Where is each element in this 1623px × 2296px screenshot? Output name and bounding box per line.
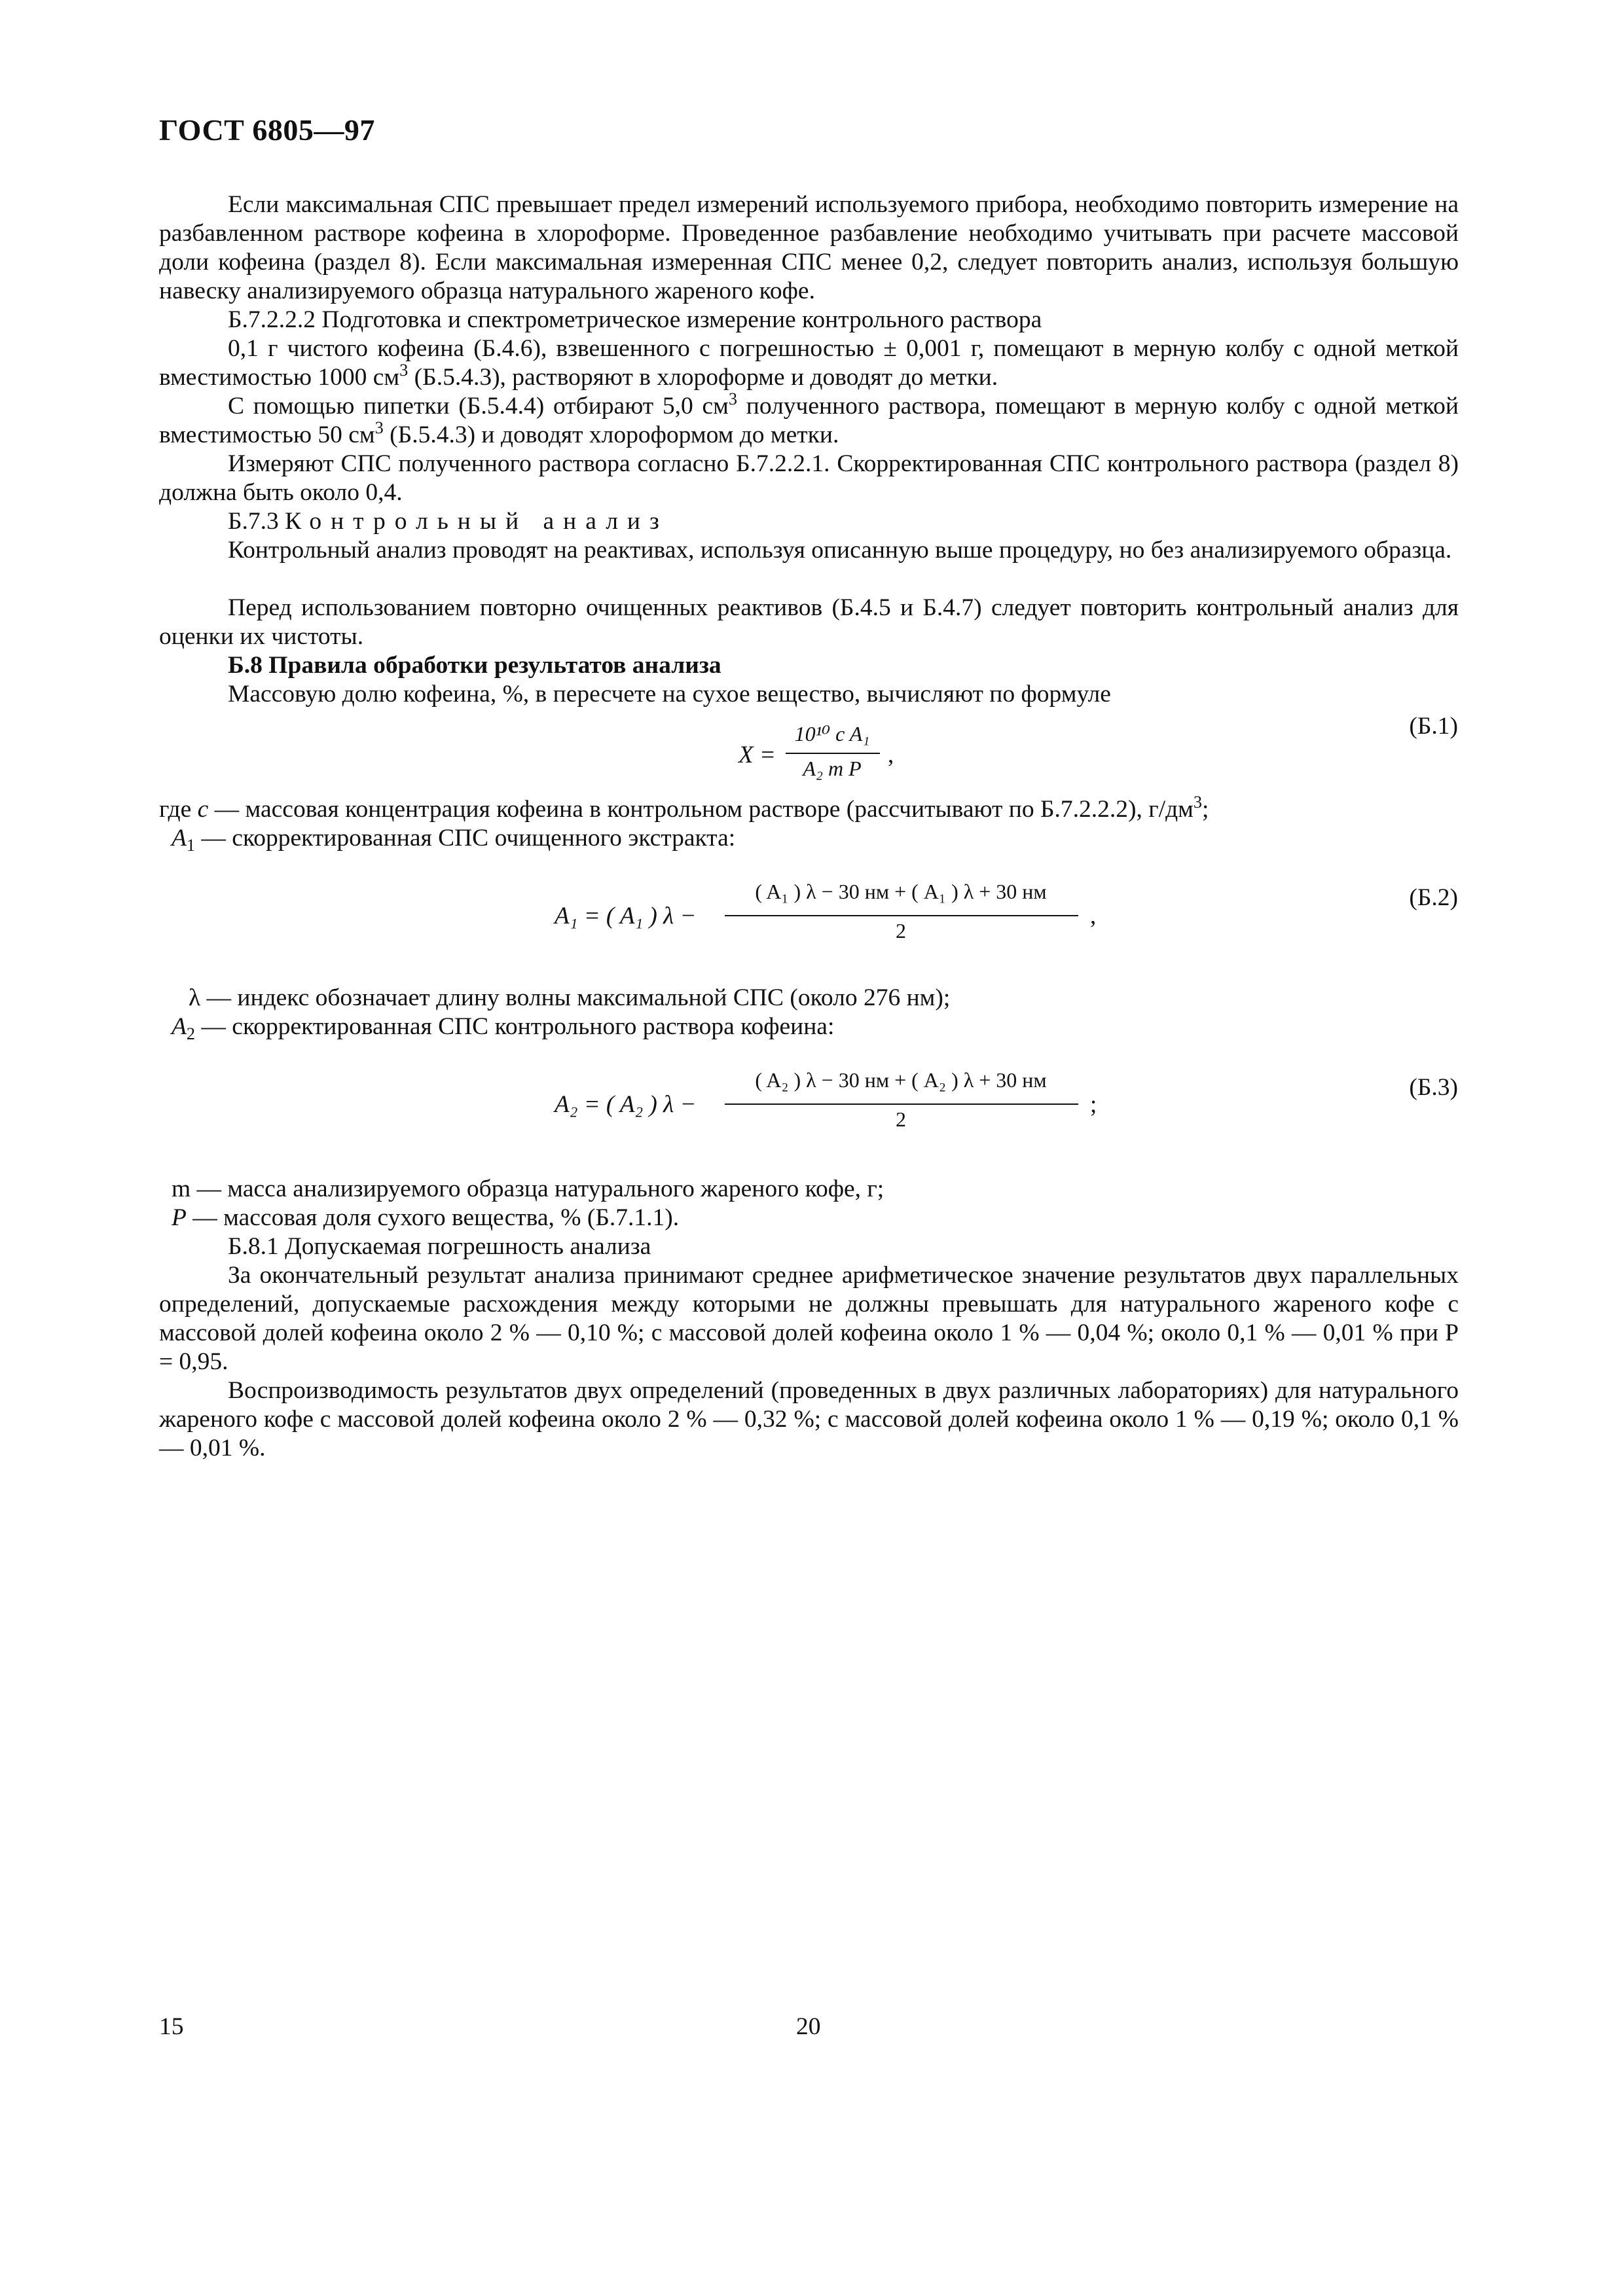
section-b8-heading: Б.8 Правила обработки результатов анализа bbox=[228, 652, 721, 679]
formula-b1-lhs: X = bbox=[739, 742, 776, 768]
paragraph-control-analysis: Контрольный анализ проводят на реактивах, используя описанную выше процедуру, но без анализируемого образца. bbox=[228, 537, 1452, 564]
formula-b2-bar bbox=[725, 915, 1078, 916]
formula-b1-denominator: A₂ m P bbox=[803, 757, 862, 780]
footer-center-page-number: 20 bbox=[796, 2013, 821, 2040]
formula-b1-bar bbox=[786, 753, 880, 754]
footer-left-page-number: 15 bbox=[159, 2013, 184, 2040]
paragraph-formula-intro: Массовую долю кофеина, %, в пересчете на сухое вещество, вычисляют по формуле bbox=[228, 681, 1111, 708]
paragraph-pipette: С помощью пипетки (Б.5.4.4) отбирают 5,0 $см^3$ полученного раствора, помещают в мерную колбу с одной меткой вместимостью 50 $см^3$ (Б.5.4.3) и доводят хлороформом до метки. bbox=[159, 389, 1459, 448]
formula-b2-numerator: ( A₁ ) λ − 30 нм + ( A₁ ) λ + 30 нм bbox=[755, 880, 1047, 903]
formula-b3-bar bbox=[725, 1103, 1078, 1105]
paragraph-dilution: Если максимальная СПС превышает предел измерений используемого прибора, необходимо повторить измерение на разбавленном растворе кофеина в хлороформе. Проведенное разбавление необходимо учитывать при расчете массовой доли кофеина (раздел 8). Если максимальная измеренная СПС менее 0,2, следует повторить анализ, используя большую навеску анализируемого образца натурального жареного кофе. bbox=[159, 191, 1459, 304]
formula-b1-tail: , bbox=[888, 742, 894, 768]
where-a1-line: $A_1$ — скорректированная СПС очищенного экстракта: bbox=[172, 825, 736, 855]
formula-b3-tail: ; bbox=[1090, 1091, 1097, 1118]
paragraph-final-result: За окончательный результат анализа принимают среднее арифметическое значение результатов двух параллельных определений, допускаемые расхождения между которыми не должны превышать для натурального жареного кофе с массовой долей кофеина около 2 % — 0,10 %; с массовой долей кофеина около 1 % — 0,04 %; около 0,1 % — 0,01 % при P = 0,95. bbox=[159, 1262, 1459, 1375]
formula-b2-lhs: A₁ = ( A₁ ) λ − bbox=[555, 903, 697, 929]
equation-number-b3: (Б.3) bbox=[1409, 1074, 1458, 1101]
where-lambda-line: λ — индекс обозначает длину волны максимальной СПС (около 276 нм); bbox=[189, 984, 951, 1011]
paragraph-reproducibility: Воспроизводимость результатов двух определений (проведенных в двух различных лабораториях) для натурального жареного кофе с массовой долей кофеина около 2 % — 0,32 %; с массовой долей кофеина около 1 % — 0,19 %; около 0,1 % — 0,01 %. bbox=[159, 1377, 1459, 1462]
where-a2-line: $A_2$ — скорректированная СПС контрольного раствора кофеина: bbox=[172, 1013, 835, 1043]
where-p-line: P — массовая доля сухого вещества, % (Б.7.1.1). bbox=[172, 1204, 680, 1231]
where-c-line: где c — массовая концентрация кофеина в контрольном растворе (рассчитывают по Б.7.2.2.2), $г/дм^3$; bbox=[159, 793, 1209, 823]
formula-b2-denominator: 2 bbox=[896, 919, 906, 942]
paragraph-reagents: Перед использованием повторно очищенных реактивов (Б.4.5 и Б.4.7) следует повторить контрольный анализ для оценки их чистоты. bbox=[159, 594, 1459, 650]
equation-number-b1: (Б.1) bbox=[1409, 713, 1458, 740]
formula-b3-lhs: A₂ = ( A₂ ) λ − bbox=[555, 1091, 697, 1118]
paragraph-measure-control: Измеряют СПС полученного раствора согласно Б.7.2.2.1. Скорректированная СПС контрольного раствора (раздел 8) должна быть около 0,4. bbox=[159, 450, 1459, 506]
subsection-b73: Б.7.3 Контрольный анализ bbox=[228, 508, 668, 535]
formula-b3-denominator: 2 bbox=[896, 1107, 906, 1131]
formula-b1-numerator: 10¹⁰ c A₁ bbox=[794, 722, 870, 745]
formula-b2-tail: , bbox=[1090, 903, 1097, 929]
document-header: ГОСТ 6805—97 bbox=[159, 113, 375, 147]
equation-number-b2: (Б.2) bbox=[1409, 884, 1458, 911]
paragraph-control-prep: 0,1 г чистого кофеина (Б.4.6), взвешенного с погрешностью ± 0,001 г, помещают в мерную колбу с одной меткой вместимостью 1000 $см^3$ (Б.5.4.3), растворяют в хлороформе и доводят до метки. bbox=[159, 335, 1459, 391]
formula-b3-numerator: ( A₂ ) λ − 30 нм + ( A₂ ) λ + 30 нм bbox=[755, 1068, 1047, 1092]
where-m-line: m — масса анализируемого образца натурального жареного кофе, г; bbox=[172, 1175, 884, 1202]
subsection-b81: Б.8.1 Допускаемая погрешность анализа bbox=[228, 1233, 651, 1260]
subsection-b7222: Б.7.2.2.2 Подготовка и спектрометрическое измерение контрольного раствора bbox=[228, 306, 1042, 333]
